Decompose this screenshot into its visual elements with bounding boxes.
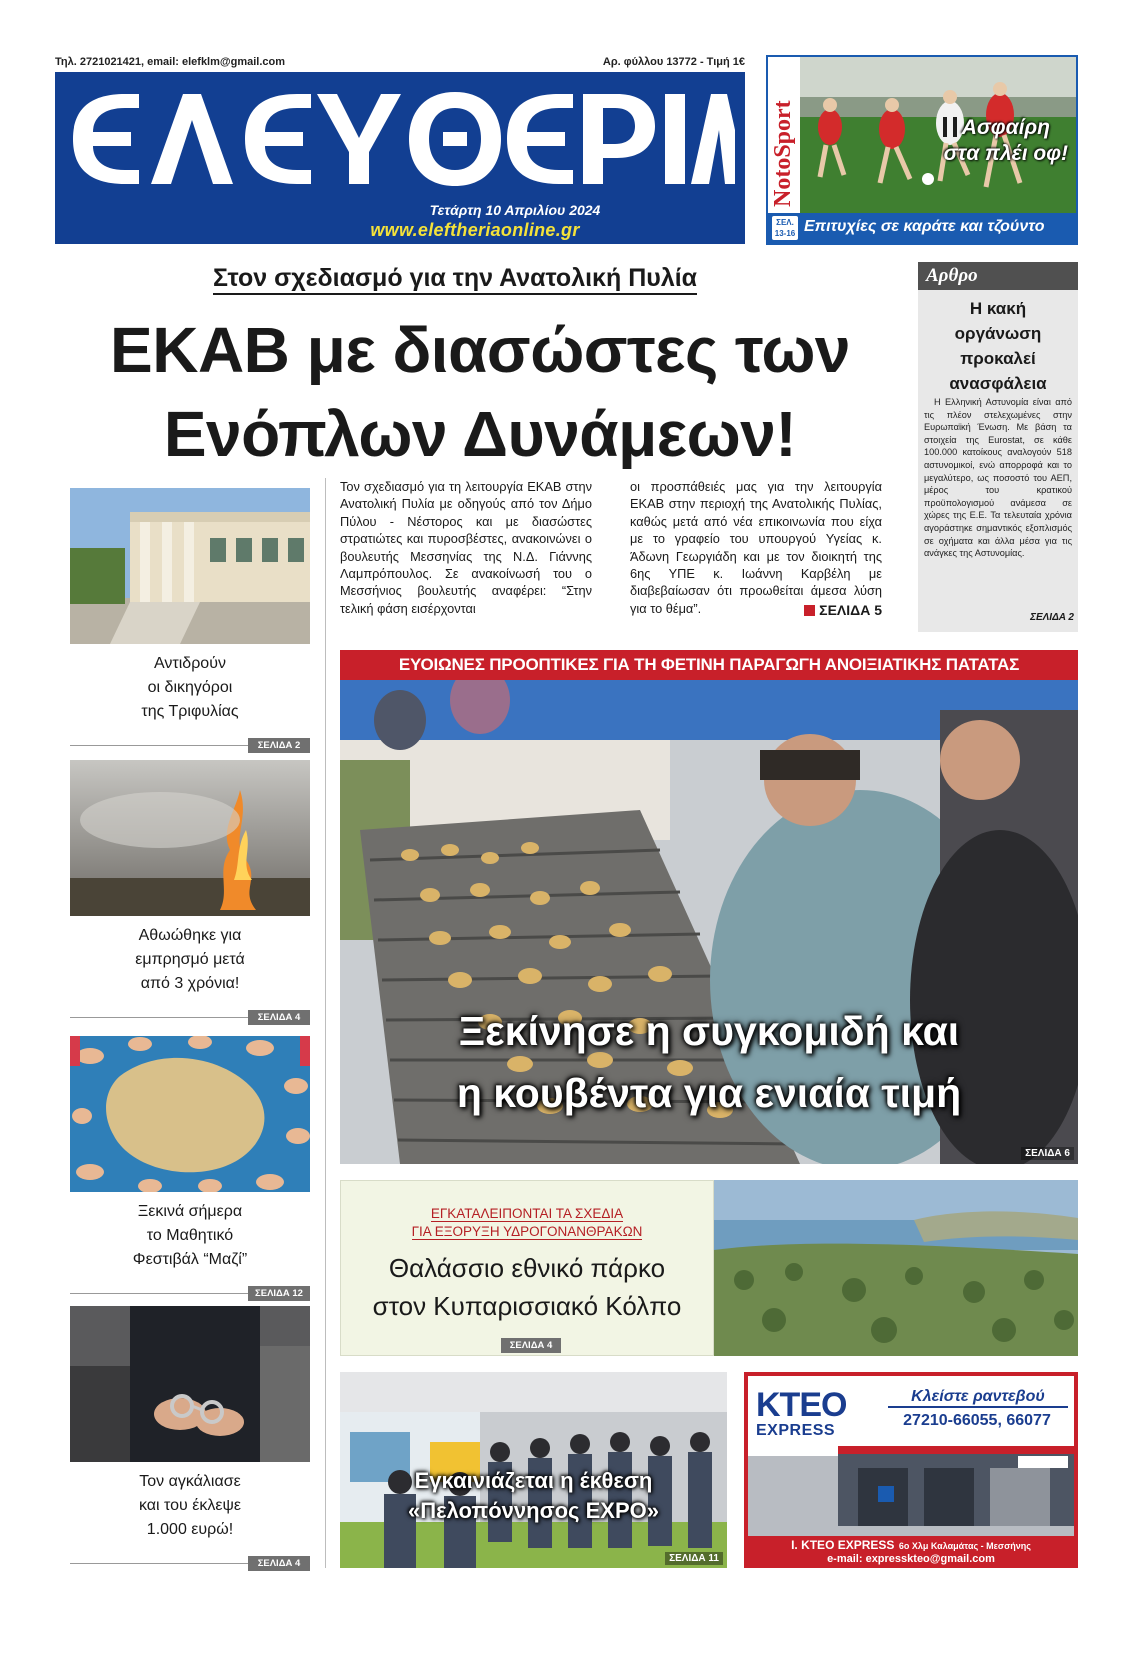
potato-kicker: ΕΥΟΙΩΝΕΣ ΠΡΟΟΠΤΙΚΕΣ ΓΙΑ ΤΗ ΦΕΤΙΝΗ ΠΑΡΑΓΩΓΗ ΑΝΟΙΞΙΑΤΙΚΗΣ ΠΑΤΑΤΑΣ (340, 650, 1078, 680)
kteo-logo: KTEO EXPRESS (756, 1386, 847, 1439)
notosport-subheadline: Επιτυχίες σε καράτε και τζούντο (804, 218, 1045, 235)
notosport-bar (768, 213, 1076, 243)
contact-info: Τηλ. 2721021421, email: elefklm@gmail.com (55, 56, 286, 68)
opinion-article[interactable] (918, 262, 1078, 632)
ad-panel (748, 1376, 1074, 1536)
courthouse-photo (70, 488, 310, 644)
kyparissia-bay-photo (714, 1180, 1078, 1356)
website-link[interactable]: www.eleftheriaonline.gr (370, 220, 580, 240)
expo-headline: Εγκαινιάζεται η έκθεση «Πελοπόννησος EXPO» (408, 1468, 659, 1523)
lead-body-col1: Τον σχεδιασμό για τη λειτουργία ΕΚΑΒ στην Ανατολική Πυλία με οδηγούς από τον Δήμο Πύλου - Νέστορος και με διασώστες στρατιώτες και πυροσβέστες, ανακοινώνει ο βουλευτής Μεσσηνίας της Ν.Δ. Γιάννης Λαμπρόπουλος. Σε ανακοίνωσή του ο Μεσσήνιος βουλευτής αναφέρει: “Στην τελική φάση εισέρχονται (340, 479, 592, 616)
marine-park-story[interactable] (340, 1180, 714, 1356)
potato-headline: Ξεκίνησε η συγκομιδή και η κουβέντα για ενιαία τιμή (456, 1008, 962, 1116)
side-story-1-caption[interactable]: Αντιδρούν οι δικηγόροι της Τριφυλίας (141, 655, 239, 720)
article-title: Η κακή οργάνωση προκαλεί ανασφάλεια (949, 299, 1047, 393)
notosport-page-badge: ΣΕΛ. 13-16 (772, 216, 798, 240)
notosport-headline: Ασφαίρη στα πλέι οφ! (943, 116, 1068, 166)
article-label: Αρθρο (918, 262, 1078, 290)
potato-feature[interactable] (340, 680, 1078, 1164)
side-story-3-page[interactable]: ΣΕΛΙΔΑ 12 (248, 1286, 310, 1301)
notosport-brand (768, 57, 798, 213)
expo-page-ref[interactable]: ΣΕΛΙΔΑ 11 (665, 1552, 723, 1565)
ad-email[interactable]: e-mail: expresskteo@gmail.com (827, 1553, 995, 1565)
side-story-3-caption[interactable]: Ξεκινά σήμερα το Μαθητικό Φεστιβάλ “Μαζί” (132, 1203, 248, 1268)
lead-headline[interactable]: ΕΚΑΒ με διασώστες των Ενόπλων Δυνάμεων! (110, 314, 850, 470)
wildfire-photo (70, 760, 310, 916)
issue-info: Αρ. φύλλου 13772 - Τιμή 1€ (602, 56, 745, 68)
ad-phone-numbers[interactable]: 27210-66055, 66077 (903, 1412, 1051, 1429)
side-story-1-page[interactable]: ΣΕΛΙΔΑ 2 (248, 738, 310, 753)
side-story-2-page[interactable]: ΣΕΛΙΔΑ 4 (248, 1010, 310, 1025)
ad-call-to-action: Κλείστε ραντεβού (888, 1388, 1068, 1408)
park-kicker: ΕΓΚΑΤΑΛΕΙΠΟΝΤΑΙ ΤΑ ΣΧΕΔΙΑ ΓΙΑ ΕΞΟΡΥΞΗ ΥΔΡΟΓΟΝΑΝΘΡΑΚΩΝ (411, 1206, 643, 1239)
masthead (55, 72, 745, 244)
festival-hands-photo (70, 1036, 310, 1192)
lead-kicker: Στον σχεδιασμό για την Ανατολική Πυλία (55, 264, 855, 293)
expo-story[interactable] (340, 1372, 727, 1568)
kteo-advertisement[interactable] (744, 1372, 1078, 1568)
potato-page-ref[interactable]: ΣΕΛΙΔΑ 6 (1021, 1147, 1074, 1160)
ad-contact-strip: I. KTEO EXPRESS 6ο Χλμ Καλαμάτας - Μεσσήνης e-mail: expresskteo@gmail.com (748, 1538, 1074, 1566)
column-divider (325, 478, 326, 1568)
notosport-wordmark: NotoSport (770, 100, 796, 207)
article-body: Η Ελληνική Αστυνομία είναι από τις πλέον στελεχωμένες στην Ευρωπαϊκή Ένωση. Με βάση τα στοιχεία της Eurostat, σε κάθε 100.000 κατοίκους αναλογούν 518 αστυνομικοί, ενώ απορροφά και το μεγαλύτερο, ως ποσοστό του ΑΕΠ, μέρος του κρατικού προϋπολογισμού ανάμεσα σε χώρες της Ε.Ε. Τα τελευταία χρόνια αγοράστηκε σημαντικός εξοπλισμός σε οχήματα και άλλα μέσα για τις ανάγκες της Αστυνομίας. (924, 397, 1072, 559)
park-page-ref[interactable]: ΣΕΛΙΔΑ 4 (501, 1338, 561, 1353)
handcuffs-photo (70, 1306, 310, 1462)
lead-body-col2: οι προσπάθειές μας για την λειτουργία ΕΚΑΒ στην περιοχή της Ανατολικής Πυλίας, καθώς μετά από νέα επικοινωνία που είχα με το γραφείο του υπουργού Υγείας κ. Άδωνη Γεωργιάδη και με τον διοικητή της 6ης ΥΠΕ κ. Ιωάννη Καρβέλη με διαβεβαίωσαν ότι προωθείται άμεσα λύση για το θέμα”. ΣΕΛΙΔΑ 5 (630, 479, 882, 618)
side-story-4-caption[interactable]: Τον αγκάλιασε και του έκλεψε 1.000 ευρώ! (138, 1473, 242, 1538)
side-story-4-page[interactable]: ΣΕΛΙΔΑ 4 (248, 1556, 310, 1571)
article-page-ref: ΣΕΛΙΔΑ 2 (1030, 612, 1074, 623)
newspaper-logo (65, 80, 735, 198)
issue-date: Τετάρτη 10 Απριλίου 2024 (429, 202, 601, 218)
football-photo (800, 57, 1076, 213)
notosport-promo[interactable] (766, 55, 1078, 245)
red-square-icon (804, 605, 815, 616)
park-headline: Θαλάσσιο εθνικό πάρκο στον Κυπαρισσιακό Κόλπο (372, 1253, 682, 1321)
lead-page-ref[interactable]: ΣΕΛΙΔΑ 5 (804, 602, 882, 619)
side-story-2-caption[interactable]: Αθωώθηκε για εμπρησμό μετά από 3 χρόνια! (135, 927, 245, 992)
